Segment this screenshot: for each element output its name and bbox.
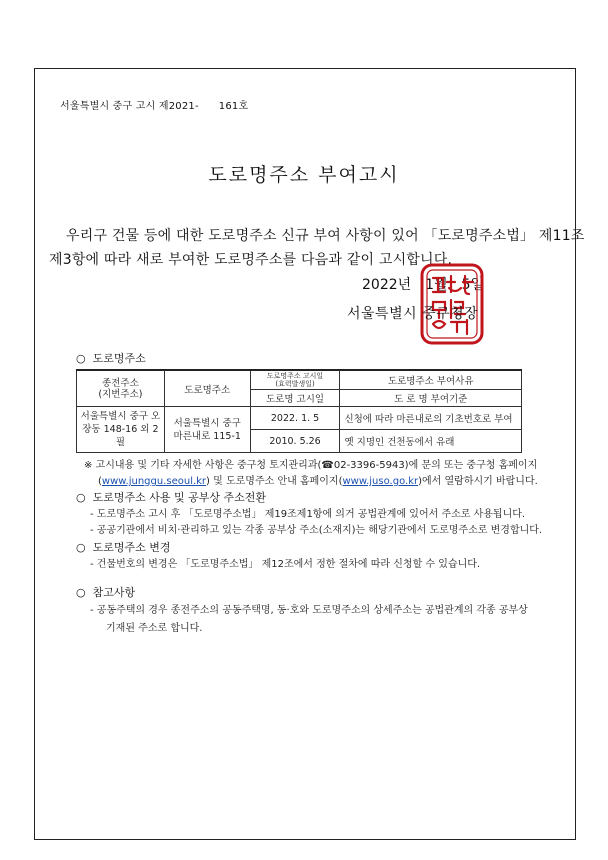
section-heading-address-usage: ○ 도로명주소 사용 및 공부상 주소전환 bbox=[76, 489, 266, 505]
cell-jibun-address: 서울특별시 중구 오장동 148-16 외 2필 bbox=[77, 407, 165, 453]
cell-notice-date: 2022. 1. 5 bbox=[250, 407, 340, 430]
cell-road-notice-date: 2010. 5.26 bbox=[250, 430, 340, 453]
header-jibun-text: 종전주소 (지번주소) bbox=[98, 377, 143, 400]
cell-road-address: 서울특별시 중구 마른내로 115-1 bbox=[164, 407, 250, 453]
inquiry-note-line-1: ※ 고시내용 및 기타 자세한 사항은 중구청 토지관리과(☎02-3396-5943)에 문의 또는 중구청 홈페이지 bbox=[84, 460, 538, 471]
change-item-1: - 건물번호의 변경은 「도로명주소법」 제12조에서 정한 절차에 따라 신청할 수 있습니다. bbox=[90, 559, 481, 570]
juso-homepage-link[interactable]: www.juso.go.kr bbox=[342, 476, 419, 487]
inquiry-note-line-2: (www.junggu.seoul.kr) 및 도로명주소 안내 홈페이지(www.juso.go.kr)에서 열람하시기 바랍니다. bbox=[98, 476, 538, 487]
road-address-table bbox=[76, 369, 522, 453]
header-notice-date bbox=[250, 370, 340, 390]
header-road-notice-date: 도로명 고시일 bbox=[250, 390, 340, 407]
date-year: 2022년 bbox=[362, 277, 412, 293]
reference-item-line-1: - 공동주택의 경우 종전주소의 공동주택명, 동·호와 도로명주소의 상세주소는 공법관계의 각종 공부상 bbox=[90, 605, 528, 616]
cell-reason-2: 옛 지명인 건천동에서 유래 bbox=[340, 430, 522, 453]
body-line-1: 우리구 건물 등에 대한 도로명주소 신규 부여 사항이 있어 「도로명주소법」 제11조 bbox=[66, 228, 585, 244]
header-notice-date-label: 도로명주소 고시일 bbox=[266, 372, 324, 380]
cell-reason-1: 신청에 따라 마른내로의 기초번호로 부여 bbox=[340, 407, 522, 430]
note-end-text: )에서 열람하시기 바랍니다. bbox=[418, 476, 538, 487]
date-month: 1월 bbox=[425, 277, 448, 293]
junggu-homepage-link[interactable]: www.junggu.seoul.kr bbox=[101, 476, 207, 487]
body-line-2: 제3항에 따라 새로 부여한 도로명주소를 다음과 같이 고시합니다. bbox=[49, 252, 453, 268]
section-heading-reference: ○ 참고사항 bbox=[76, 584, 135, 600]
header-reason: 도로명주소 부여사유 bbox=[340, 370, 522, 390]
header-jibun-address bbox=[77, 370, 165, 407]
section-heading-road-address: ○ 도로명주소 bbox=[76, 350, 146, 366]
page-title: 도로명주소 부여고시 bbox=[208, 164, 400, 186]
notice-number-value: 161호 bbox=[218, 101, 249, 112]
notice-number bbox=[60, 97, 248, 112]
issuer-name: 서울특별시 중구청장 bbox=[347, 306, 479, 322]
section-heading-address-change: ○ 도로명주소 변경 bbox=[76, 539, 171, 555]
header-basis: 도 로 명 부여기준 bbox=[340, 390, 522, 407]
date-day: 5일 bbox=[461, 277, 485, 293]
note-mid-text: ) 및 도로명주소 안내 홈페이지( bbox=[206, 476, 343, 487]
header-notice-date-sub: (효력발생일) bbox=[275, 380, 315, 388]
notice-number-prefix: 서울특별시 중구 고시 제2021- bbox=[60, 101, 199, 112]
reference-item-line-2: 기재된 주소로 합니다. bbox=[106, 623, 203, 634]
usage-item-1: - 도로명주소 고시 후 「도로명주소법」 제19조제1항에 의거 공법관계에 있어서 주소로 사용됩니다. bbox=[90, 509, 526, 520]
header-road-address: 도로명주소 bbox=[164, 370, 250, 407]
usage-item-2: - 공공기관에서 비치·관리하고 있는 각종 공부상 주소(소재지)는 해당기관에서 도로명주소로 변경합니다. bbox=[90, 525, 543, 536]
